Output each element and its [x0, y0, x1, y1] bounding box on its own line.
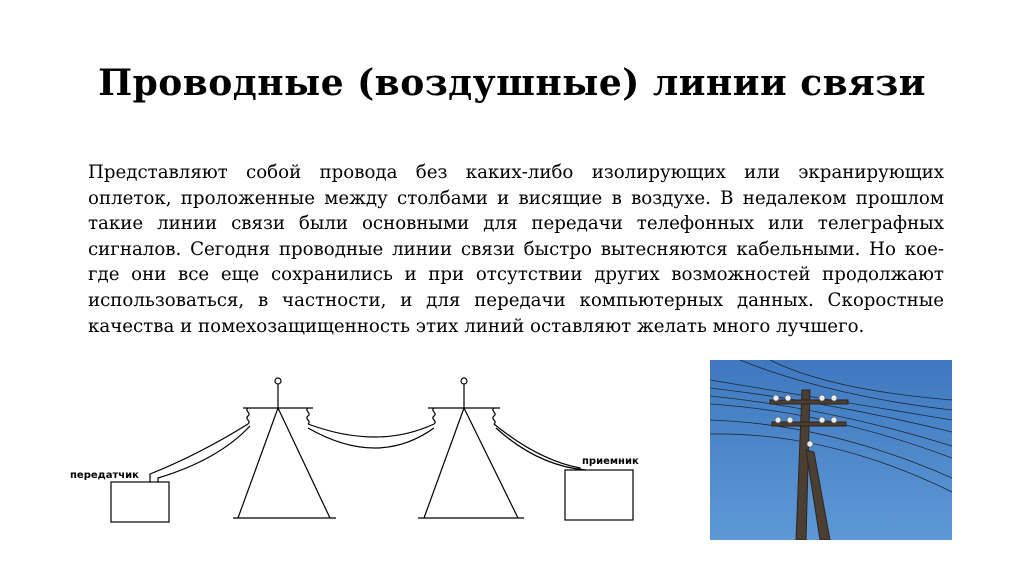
body-paragraph: Представляют собой провода без каких-либо изолирующих или экранирующих оплеток, проложенные между столбами и висящие в воздухе. В недалеком прошлом такие линии связи были основными для передачи телефонных или телеграфных сигналов. Сегодня проводные линии связи быстро вытесняются кабельными. Но кое-где они все еще сохранились и при отсутствии других возможностей продолжают использоваться, в частности, и для передачи компьютерных данных. Скоростные качества и помехозащищенность этих линий оставляют желать много лучшего.	[88, 162, 944, 337]
transmitter-label: передатчик	[70, 470, 139, 481]
left-pole	[233, 378, 336, 518]
slide-title: Проводные (воздушные) линии связи	[98, 62, 926, 104]
overhead-line-diagram	[68, 370, 668, 530]
receiver-label: приемник	[582, 456, 639, 467]
transmitter-box	[111, 482, 169, 522]
telegraph-pole-photo	[710, 360, 952, 540]
receiver-box	[565, 470, 633, 520]
wires	[150, 424, 586, 482]
right-pole	[418, 378, 524, 518]
